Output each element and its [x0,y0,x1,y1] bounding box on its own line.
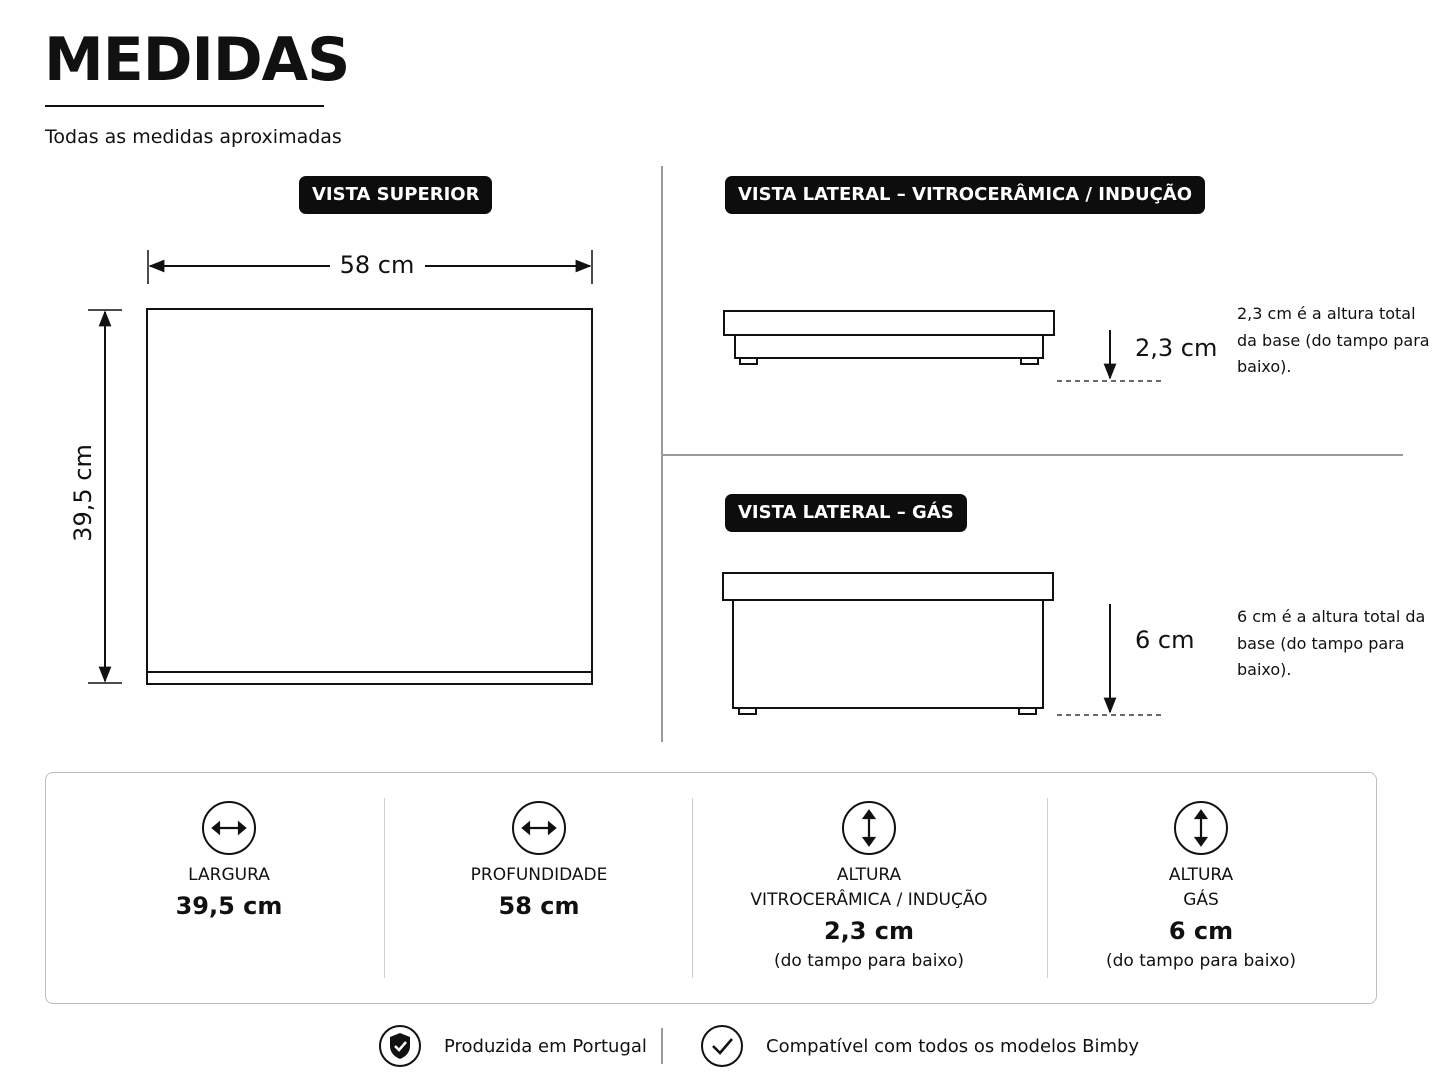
compatible-bimby [700,1022,1139,1070]
horizontal-arrows-icon [510,797,568,859]
made-in-label: Produzida em Portugal [444,1035,647,1057]
gas-note: 6 cm é a altura total da base (do tampo para baixo). [1237,607,1426,679]
depth-label: 39,5 cm [69,444,97,542]
induction-height-label: 2,3 cm [1135,334,1218,362]
horizontal-arrows-icon [200,797,258,859]
spec-induction-height [704,797,1034,973]
vertical-arrows-icon [1172,797,1230,859]
top-view-outline [147,309,592,684]
spec-note: (do tampo para baixo) [774,951,964,971]
side-induction-title: VISTA LATERAL – VITROCERÂMICA / INDUÇÃO [725,176,1205,214]
vertical-arrows-icon [840,797,898,859]
footer-divider [661,1028,663,1064]
spec-value: 39,5 cm [175,892,283,920]
page-subtitle: Todas as medidas aproximadas [45,126,342,148]
width-label: 58 cm [339,251,415,279]
spec-value: 2,3 cm [823,917,915,945]
side-gas-title: VISTA LATERAL – GÁS [725,494,967,532]
spec-value: 6 cm [1168,917,1234,945]
top-view-title: VISTA SUPERIOR [299,176,492,214]
spec-label: LARGURA [188,865,270,885]
spec-depth [374,797,704,924]
checkmark-icon [700,1023,744,1069]
spec-value: 58 cm [498,892,580,920]
gas-base-profile [723,573,1053,714]
spec-note: (do tampo para baixo) [1106,951,1296,971]
gas-height-arrow [1057,604,1163,715]
shield-check-icon [378,1023,422,1069]
spec-label: ALTURA VITROCERÂMICA / INDUÇÃO [750,865,988,910]
induction-base-profile [724,311,1054,364]
induction-note: 2,3 cm é a altura total da base (do tampo para baixo). [1237,304,1430,376]
page-title: MEDIDAS [44,25,350,95]
gas-height-label: 6 cm [1135,626,1195,654]
spec-gas-height [1036,797,1366,973]
made-in-portugal [378,1022,647,1070]
compatible-label: Compatível com todos os modelos Bimby [766,1035,1140,1057]
spec-width [64,797,394,924]
spec-label: ALTURA GÁS [1168,865,1234,910]
spec-label: PROFUNDIDADE [470,865,608,885]
